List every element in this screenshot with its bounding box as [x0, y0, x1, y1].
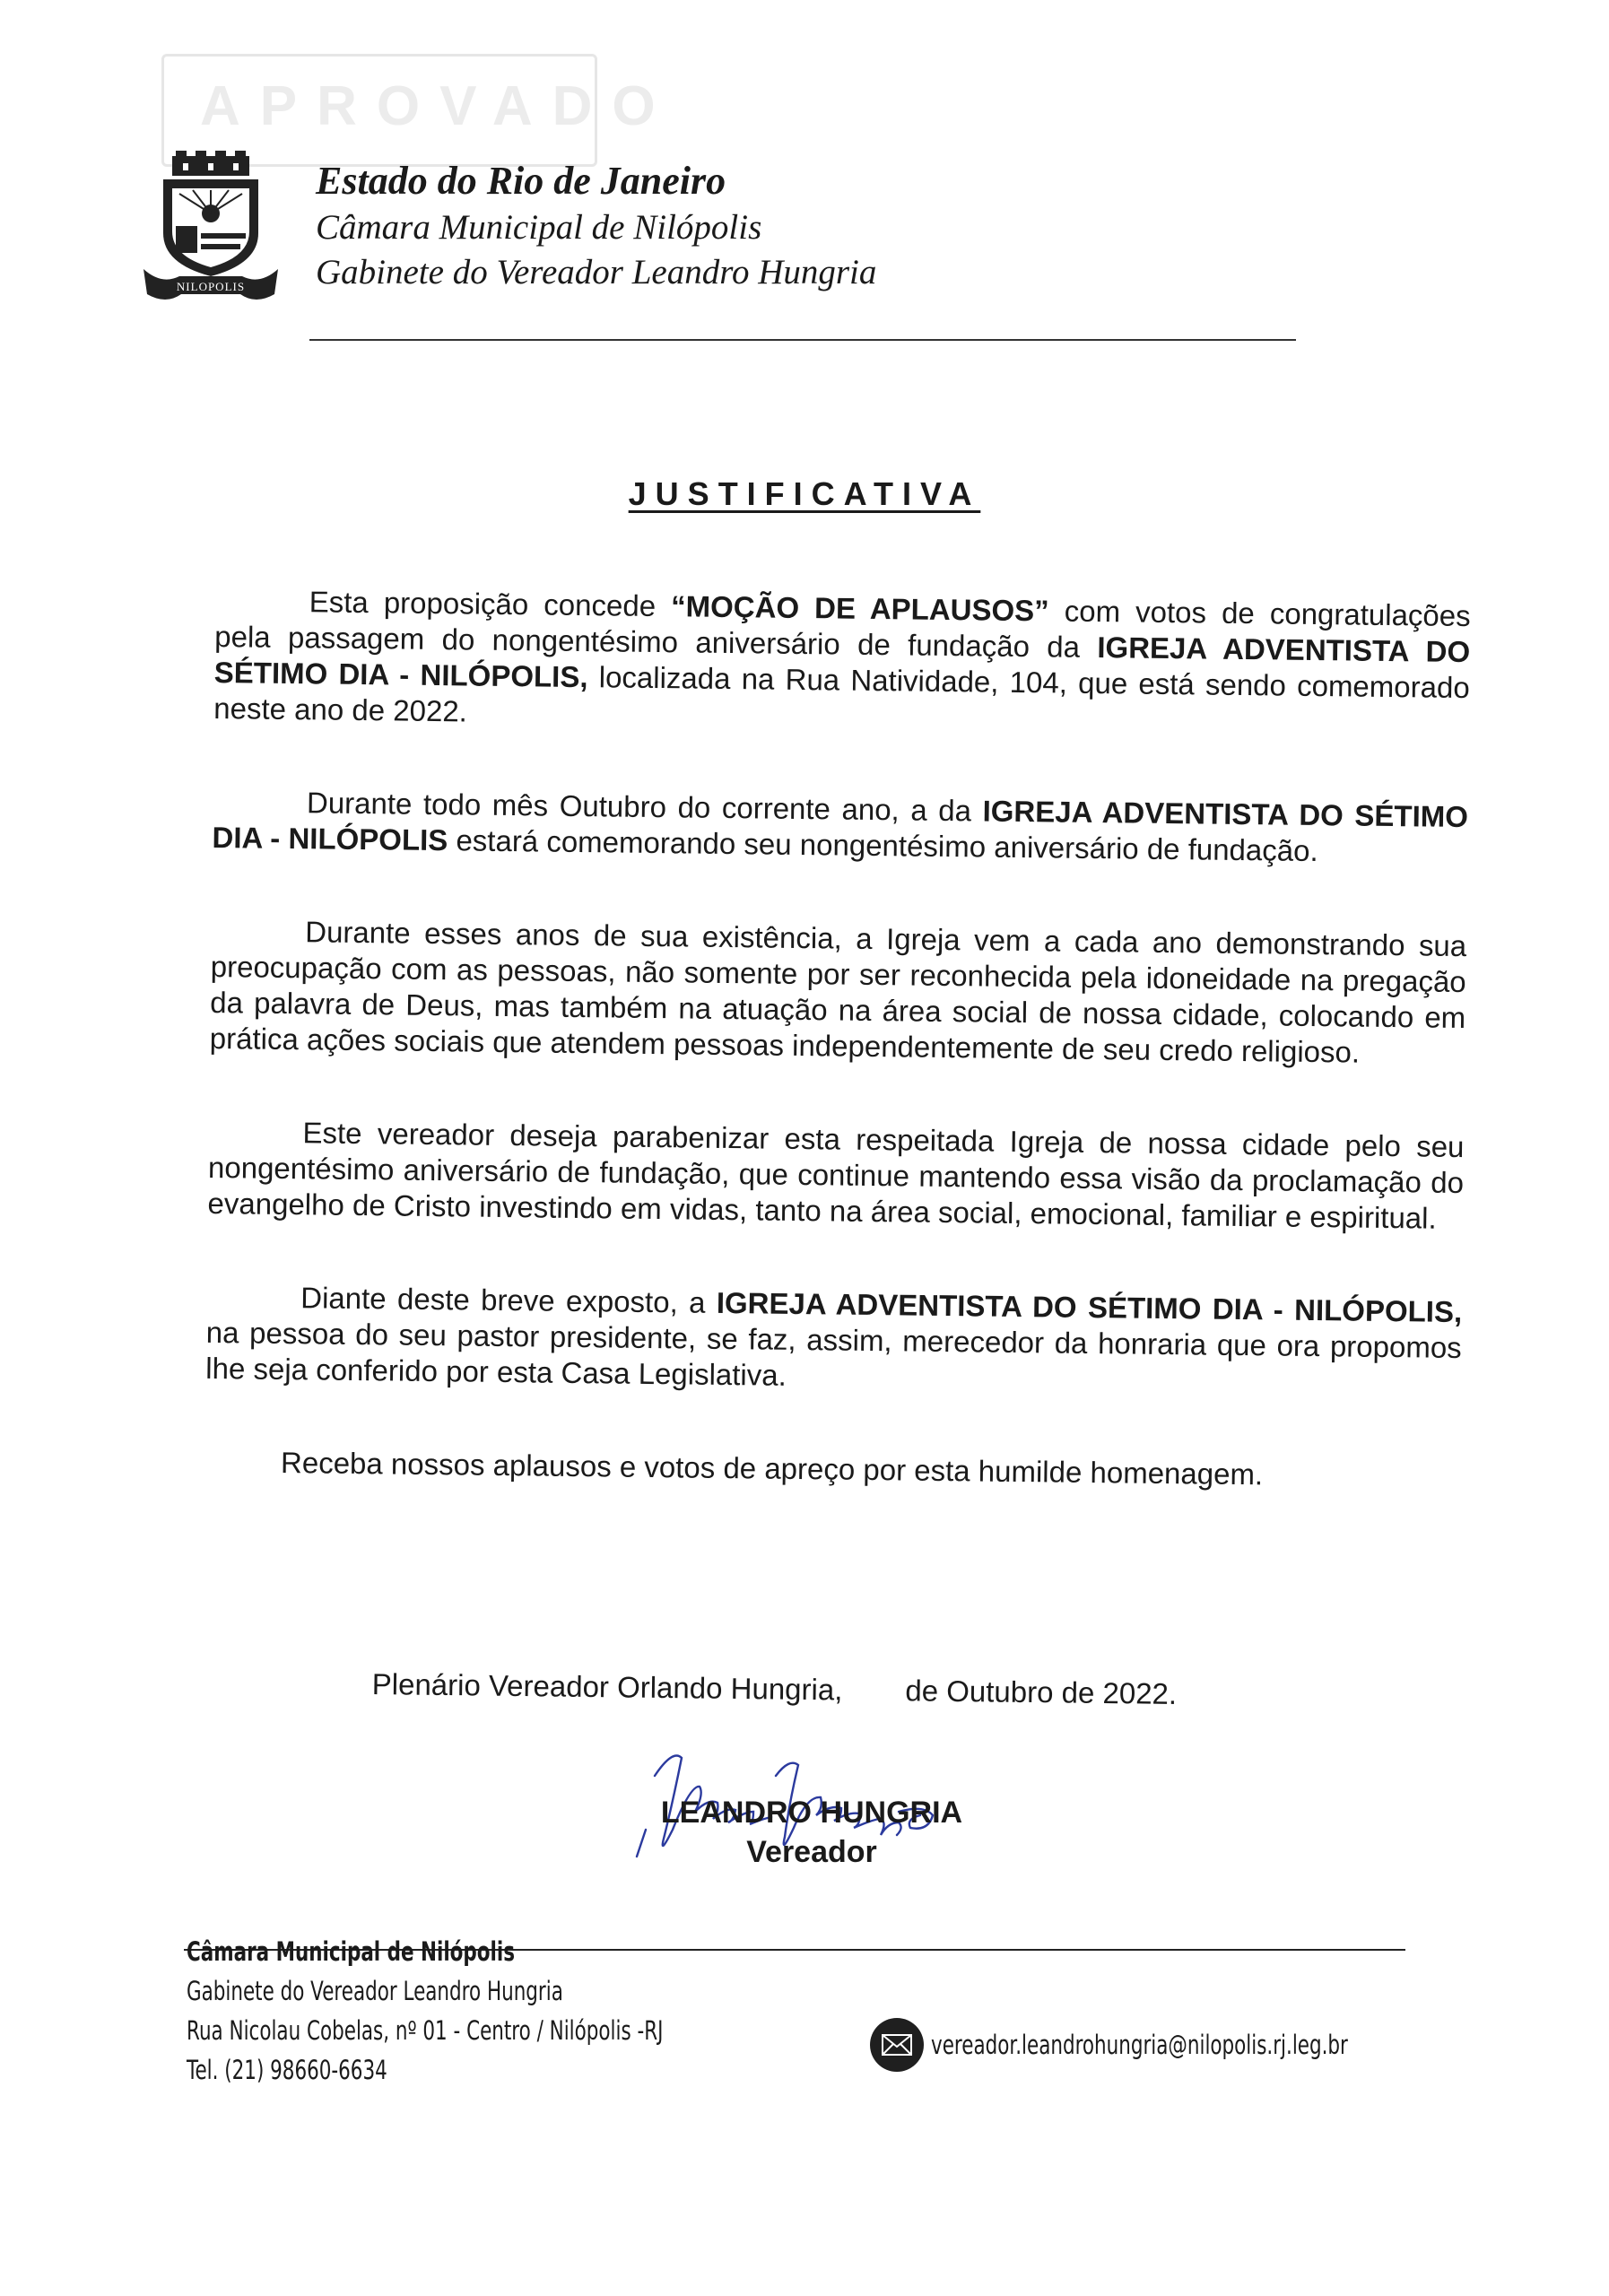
paragraph-3: Durante esses anos de sua existência, a Igreja vem a cada ano demonstrando sua preocupação com as pessoas, não somente por ser reconhecida pela idoneidade na pregação da palavra de Deus, mas também na atuação na área social de nossa cidade, colocando em prática ações sociais que atendem pessoas independentemente de seu credo religioso. [209, 915, 1467, 1069]
paragraph-5: Diante deste breve exposto, a IGREJA ADVENTISTA DO SÉTIMO DIA - NILÓPOLIS, na pessoa do seu pastor presidente, se faz, assim, merecedor da honraria que ora propomos lhe seja conferido por esta Casa Legislativa. [205, 1281, 1463, 1392]
signer-role: Vereador [746, 1835, 877, 1869]
date-text: de Outubro de 2022. [905, 1674, 1178, 1710]
document-title: JUSTIFICATIVA [628, 475, 981, 512]
footer-email [870, 2018, 1494, 2072]
footer-address: Rua Nicolau Cobelas, nº 01 - Centro / Nilópolis -RJ [187, 2015, 664, 2046]
chamber-name: Câmara Municipal de Nilópolis [316, 208, 762, 247]
justification-body [204, 583, 1471, 1552]
state-name: Estado do Rio de Janeiro [316, 159, 726, 203]
place-date-line [372, 1666, 1178, 1712]
letterhead [316, 157, 876, 295]
paragraph-2: Durante todo mês Outubro do corrente ano, a da IGREJA ADVENTISTA DO SÉTIMO DIA - NILÓPOLIS estará comemorando seu nongentésimo aniversário de fundação. [212, 786, 1469, 868]
footer-contact [187, 1932, 663, 2090]
footer-office: Gabinete do Vereador Leandro Hungria [187, 1976, 563, 2006]
paragraph-4: Este vereador deseja parabenizar esta respeitada Igreja de nossa cidade pelo seu nongentésimo aniversário de fundação, que continue mantendo essa visão da proclamação do evangelho de Cristo investindo em vidas, tanto na área social, emocional, familiar e espiritual. [207, 1116, 1465, 1235]
footer-phone: Tel. (21) 98660-6634 [187, 2055, 387, 2085]
paragraph-1: Esta proposição concede “MOÇÃO DE APLAUSOS” com votos de congratulações pela passagem do nongentésimo aniversário de fundação da IGREJA ADVENTISTA DO SÉTIMO DIA - NILÓPOLIS, localizada na Rua Natividade, 104, que está sendo comemorado neste ano de 2022. [213, 585, 1471, 728]
place-text: Plenário Vereador Orlando Hungria, [371, 1666, 843, 1707]
footer-chamber: Câmara Municipal de Nilópolis [187, 1936, 516, 1967]
municipal-crest-icon [144, 151, 278, 303]
closing-line: Receba nossos aplausos e votos de apreço por esta humilde homenagem. [280, 1445, 1264, 1492]
office-name: Gabinete do Vereador Leandro Hungria [316, 253, 877, 291]
signer-name: LEANDRO HUNGRIA [660, 1796, 963, 1830]
envelope-icon [870, 2018, 924, 2072]
email-address[interactable]: vereador.leandrohungria@nilopolis.rj.leg.br [931, 2030, 1348, 2060]
header-divider [309, 339, 1296, 341]
crest-banner-text: NILOPOLIS [176, 280, 246, 293]
stamp-text: APROVADO [200, 75, 675, 137]
